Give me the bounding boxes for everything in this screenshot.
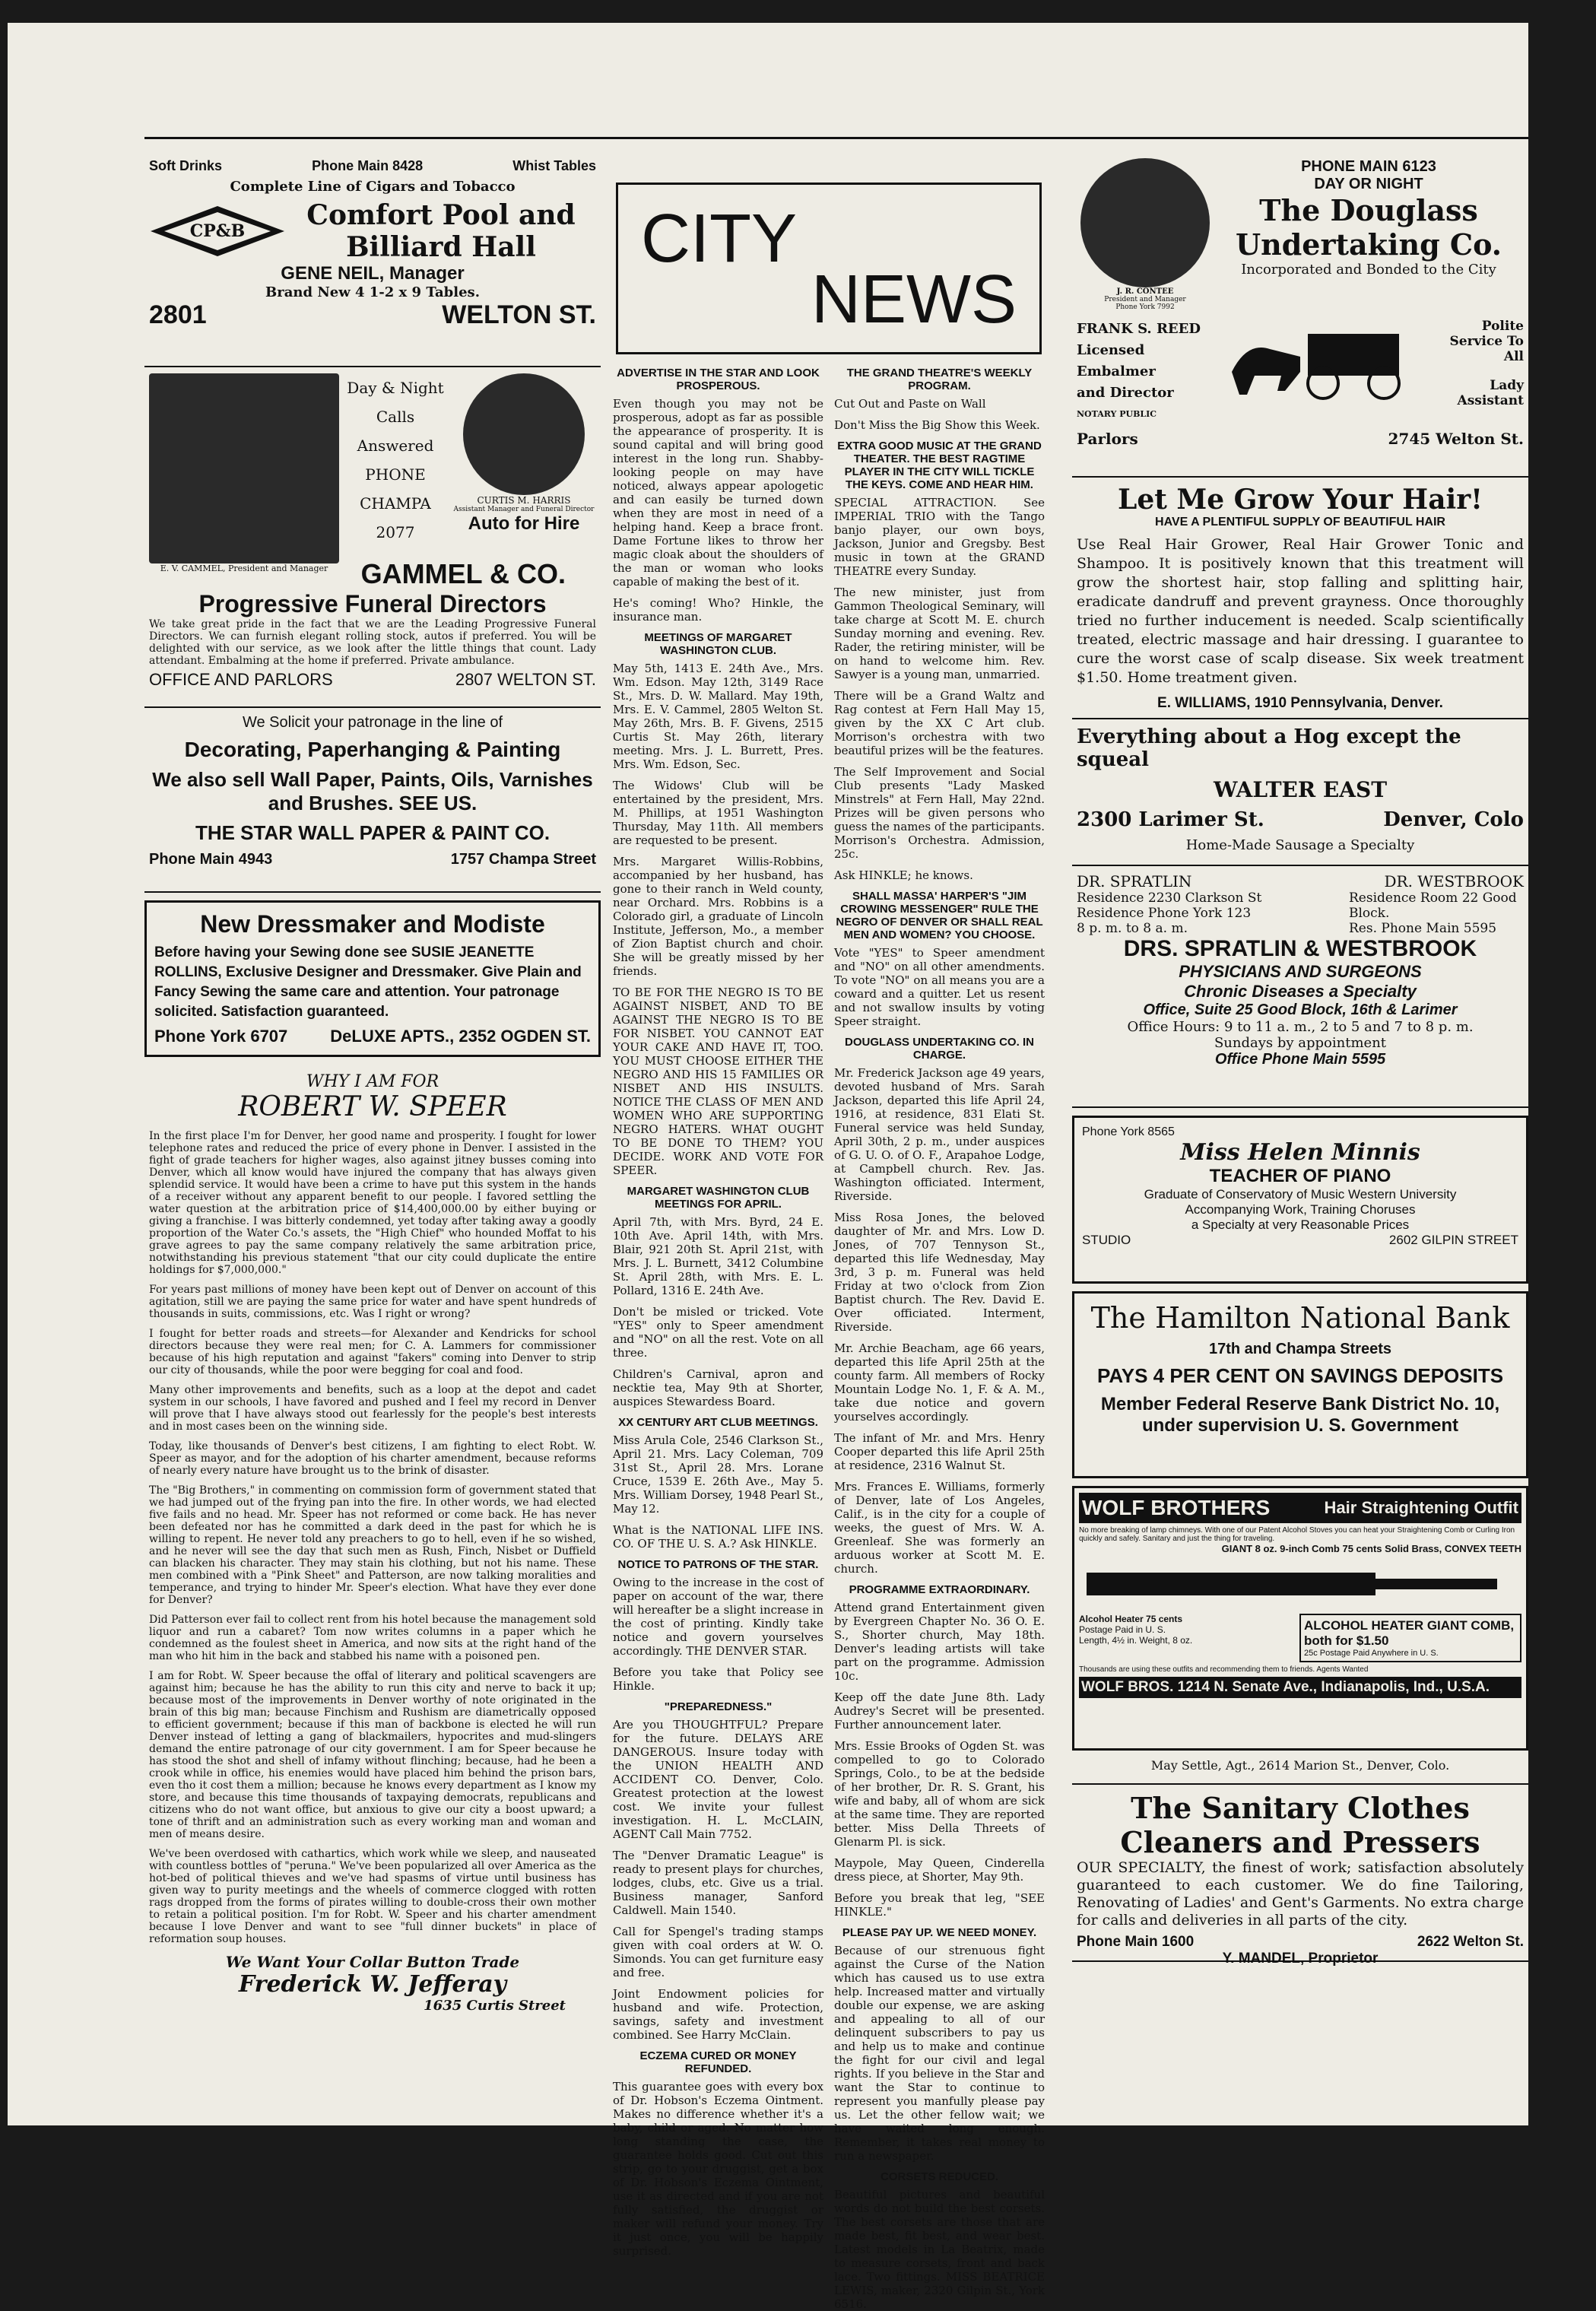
piano-addr: 2602 GILPIN STREET xyxy=(1388,1233,1518,1247)
city-news-columns xyxy=(608,362,1049,2311)
masthead-city: CITY xyxy=(641,201,798,277)
wolf-agent: May Settle, Agt., 2614 Marion St., Denver, Colo. xyxy=(1150,1758,1450,1773)
champa: CHAMPA xyxy=(360,494,431,513)
news-item: MARGARET WASHINGTON CLUB MEETINGS FOR APRIL. xyxy=(627,1185,810,1211)
comfort-number: 2801 xyxy=(149,300,207,329)
news-column-a xyxy=(613,362,823,2258)
piano-spec: a Specialty at very Reasonable Prices xyxy=(1191,1217,1410,1232)
douglass-phone: PHONE MAIN 6123 xyxy=(1301,158,1436,175)
hair-body: Use Real Hair Grower, Real Hair Grower Tonic and Shampoo. It is positively known that this treatment will grow the shortest hair, stop falling and splitting hair, eradicate dandruff and prevent grayness. Once thoroughly tried no further inducement is needed. Scalp scientifically treated, electric massage and hair dressing. I guarantee to cure the worst case of scalp disease. Six week treatment $1.50. Home treatment given. xyxy=(1077,536,1524,686)
phone-label: PHONE xyxy=(365,465,426,484)
news-item: This guarantee goes with every box of Dr. Hobson's Eczema Ointment. Makes no difference whether it's a baby, child or aged. No matter how long standing the case, the guarantee holds good. Cut out this strip, go to your druggist, get a box of Dr. Hobson's Eczema Ointment, use it as directed and if you are not fully satisfied, the druggist or maker will refund your money. Try it just once, you will be happily surprised. xyxy=(613,2080,823,2258)
gammel-headline: Progressive Funeral Directors xyxy=(198,590,547,617)
sanitary-cleaners-ad xyxy=(1072,1783,1528,1967)
comb-icon xyxy=(1079,1557,1521,1611)
news-item: He's coming! Who? Hinkle, the insurance man. xyxy=(613,596,823,624)
piano-name: Miss Helen Minnis xyxy=(1180,1139,1420,1166)
wolf-giant: GIANT 8 oz. 9-inch Comb 75 cents Solid Brass, CONVEX TEETH xyxy=(1221,1543,1521,1554)
hog-spec: Home-Made Sausage a Specialty xyxy=(1185,837,1415,853)
news-item: PROGRAMME EXTRAORDINARY. xyxy=(849,1583,1030,1596)
harris-caption: CURTIS M. HARRIS xyxy=(477,495,571,506)
speer-kicker: WHY I AM FOR xyxy=(306,1072,439,1091)
doctors-office: Office, Suite 25 Good Block, 16th & Larimer xyxy=(1143,1002,1458,1018)
wolf-combo: ALCOHOL HEATER GIANT COMB, both for $1.50 xyxy=(1304,1618,1515,1648)
news-item: What is the NATIONAL LIFE INS. CO. OF THE U. S. A.? Ask HINKLE. xyxy=(613,1523,823,1551)
piano-grad: Graduate of Conservatory of Music Western University xyxy=(1144,1187,1457,1202)
newspaper-page xyxy=(8,23,1528,2311)
comfort-pool-ad xyxy=(144,152,601,367)
dress-title: New Dressmaker and Modiste xyxy=(200,910,545,938)
hair-grower-ad xyxy=(1072,478,1528,719)
wolf-heater: Alcohol Heater 75 cents xyxy=(1079,1614,1183,1624)
douglass-name1: The Douglass xyxy=(1259,193,1478,227)
whist-tables: Whist Tables xyxy=(512,158,596,173)
res-1-phone: Residence Phone York 123 xyxy=(1077,906,1252,921)
champa-num: 2077 xyxy=(376,523,415,541)
douglass-inc: Incorporated and Bonded to the City xyxy=(1241,262,1496,278)
hearse-icon xyxy=(1224,319,1422,402)
speer-p2: For years past millions of money have been kept out of Denver on account of this agitation, still we are paying the same price for water and have spent hundreds of thousands in suits, commissions, etc. Was I right or wrong? xyxy=(149,1284,596,1320)
doctors-sub: PHYSICIANS AND SURGEONS xyxy=(1179,962,1422,981)
bank-member: Member Federal Reserve Bank District No. 10, under supervision U. S. Government xyxy=(1100,1394,1500,1436)
contee-title: President and Manager xyxy=(1104,296,1186,303)
news-item: EXTRA GOOD MUSIC AT THE GRAND THEATER. THE BEST RAGTIME PLAYER IN THE CITY WILL TICKLE THE KEYS. COME AND HEAR HIM. xyxy=(837,440,1042,491)
bank-name: The Hamilton National Bank xyxy=(1090,1301,1510,1335)
news-item: CORSETS REDUCED. xyxy=(880,2170,999,2183)
speer-title: ROBERT W. SPEER xyxy=(238,1091,507,1122)
hair-sign: E. WILLIAMS, 1910 Pennsylvania, Denver. xyxy=(1157,695,1443,711)
news-column-b xyxy=(834,362,1045,2311)
news-item: The Widows' Club will be entertained by the president, Mrs. M. Phillips, at 1951 Washington Thursday, May 11th. All members are requested to be present. xyxy=(613,779,823,847)
gammel-photo xyxy=(149,373,339,563)
hair-sub: HAVE A PLENTIFUL SUPPLY OF BEAUTIFUL HAIR xyxy=(1155,516,1445,529)
news-item: Before you break that leg, "SEE HINKLE." xyxy=(834,1891,1045,1919)
wolf-thousands: Thousands are using these outfits and recommending them to friends. Agents Wanted xyxy=(1079,1665,1369,1674)
news-item: NOTICE TO PATRONS OF THE STAR. xyxy=(617,1558,819,1571)
wallpaper-addr: 1757 Champa Street xyxy=(450,851,596,868)
gammel-address: 2807 WELTON ST. xyxy=(455,670,596,689)
news-item: Call for Spengel's trading stamps given with coal orders at W. O. Simonds. You can get furniture easy and free. xyxy=(613,1925,823,1979)
comfort-street: WELTON ST. xyxy=(442,300,596,329)
speer-addr: 1635 Curtis Street xyxy=(424,1998,566,2014)
masthead-news: NEWS xyxy=(811,262,1017,338)
gammel-body: We take great pride in the fact that we are the Leading Progressive Funeral Directors. We can furnish elegant rolling stock, autos if preferred. You will be delighted with our service, as we look after the little things that count. Lady attendant. Embalming at the home if preferred. Private ambulance. xyxy=(149,618,596,667)
news-item: Mrs. Margaret Willis-Robbins, accompanied by her husband, has gone to their ranch in Weld county, near Orchard. Mrs. Robbins is a Colorado girl, a graduate of Lincoln Institute, Jefferson, Mo., a member of Zion Baptist church and choir. She will be greatly missed by her friends. xyxy=(613,855,823,978)
news-item: TO BE FOR THE NEGRO IS TO BE AGAINST NISBET, AND TO BE AGAINST THE NEGRO IS TO BE FOR NISBET. YOU CANNOT EAT YOUR CAKE AND HAVE IT, TOO. YOU MUST CHOOSE EITHER THE NEGRO AND HIS 15 FAMILIES OR NISBET AND HIS INSULTS. NOTICE THE CLASS OF MEN AND WOMEN WHO ARE SUPPORTING NEGRO HATERS. WHAT OUGHT TO BE DONE TO THEM? YOU DECIDE. WORK AND VOTE FOR SPEER. xyxy=(613,986,823,1177)
bank-pays: PAYS 4 PER CENT ON SAVINGS DEPOSITS xyxy=(1096,1364,1504,1387)
news-item: PLEASE PAY UP. WE NEED MONEY. xyxy=(842,1926,1037,1939)
news-item: April 7th, with Mrs. Byrd, 24 E. 10th Ave. April 14th, with Mrs. Blair, 921 20th St. April 21st, with Mrs. J. L. Burnett, 3412 Columbine St. April 28th, with Mrs. E. L. Pollard, 1316 E. 24th Ave. xyxy=(613,1215,823,1297)
sanitary-prop: Y. MANDEL, Proprietor xyxy=(1222,1951,1379,1967)
hog-name: WALTER EAST xyxy=(1213,777,1388,802)
news-item: Beautiful pictures and beautiful words do not build the best corsets. The best corsets are those that are made best, fit best, and wear best. Latest models in La Beatrix, made to measure corsets, front and back lace. Two fittings. MISS BEATRICE LEWIS, maker, 2320 Gilpin St., York 6516. xyxy=(834,2188,1045,2311)
gammel-name: GAMMEL & CO. xyxy=(360,558,566,589)
middle-column xyxy=(608,152,1049,2311)
news-item: Vote "YES" to Speer amendment and "NO" on all other amendments. To vote "NO" on all means you are a coward and a quitter. Let us resent and not swallow insults by voting Speer straight. xyxy=(834,946,1045,1028)
doctors-sundays: Sundays by appointment xyxy=(1214,1035,1387,1051)
speer-sign: Frederick W. Jefferay xyxy=(238,1971,507,1998)
dr-spratlin: DR. SPRATLIN xyxy=(1077,872,1192,890)
speer-p9: We've been overdosed with cathartics, which work while we sleep, and nauseated with countless bottles of "peruna." We've been popularized all over America as the hot-bed of political thieves and we've had spasms of virtue until business has given way to purity meetings and the wheels of commerce clogged with rotten rags dropped from the forms of pirates willing to double-cross their own mother to retain a political position. I'm for Robt. W. Speer and his charter amendment because I love Denver and want to see "full dinner buckets" in place of reformation soup houses. xyxy=(149,1848,596,1945)
hamilton-bank-ad xyxy=(1072,1291,1528,1478)
news-item: May 5th, 1413 E. 24th Ave., Mrs. Wm. Edson. May 12th, 3149 Race St., Mrs. D. W. Mallard. May 19th, Mrs. E. V. Cammel, 2805 Welton St. May 26th, Mrs. B. F. Givens, 2515 Curtis St. May 26th, literary meeting. Mrs. J. L. Burrett, Pres. Mrs. Wm. Edson, Sec. xyxy=(613,662,823,771)
gammel-ad xyxy=(144,367,601,708)
news-item: The infant of Mr. and Mrs. Henry Cooper departed this life April 25th at residence, 2316 Walnut St. xyxy=(834,1431,1045,1472)
hog-city: Denver, Colo xyxy=(1383,808,1524,831)
contee-phone: Phone York 7992 xyxy=(1115,303,1175,311)
doctors-hours: Office Hours: 9 to 11 a. m., 2 to 5 and 7 to 8 p. m. xyxy=(1127,1019,1474,1035)
lady-assistant: Lady Assistant xyxy=(1457,378,1524,408)
polite-service: Polite Service To All xyxy=(1449,319,1524,364)
gammel-caption: E. V. CAMMEL, President and Manager xyxy=(160,563,328,573)
news-item: Owing to the increase in the cost of paper on account of the war, there will hereafter be a slight increase in the cost of printing. Kindly take notice and govern yourselves accordingly. THE DENVER STAR. xyxy=(613,1576,823,1658)
doctors-spec: Chronic Diseases a Specialty xyxy=(1184,982,1417,1001)
news-item: Miss Rosa Jones, the beloved daughter of Mr. and Mrs. Low D. Jones, of 707 Tennyson St., departed this life Wednesday, May 3rd, 3 p. m. Funeral was held Friday at two o'clock from Zion Baptist church. The Rev. David E. Over officiated. Interment, Riverside. xyxy=(834,1211,1045,1334)
news-item: ADVERTISE IN THE STAR AND LOOK PROSPEROUS. xyxy=(617,367,820,392)
wolf-address: WOLF BROS. 1214 N. Senate Ave., Indianapolis, Ind., U.S.A. xyxy=(1079,1677,1521,1698)
licensed: Licensed Embalmer xyxy=(1077,342,1156,379)
calls: Calls xyxy=(376,408,415,426)
news-item: XX CENTURY ART CLUB MEETINGS. xyxy=(618,1416,818,1429)
day-night: Day & Night xyxy=(347,379,444,397)
douglass-addr: 2745 Welton St. xyxy=(1388,430,1524,448)
piano-acc: Accompanying Work, Training Choruses xyxy=(1185,1202,1416,1217)
cpb-logo-icon: CP&B xyxy=(149,205,286,258)
news-item: Children's Carnival, apron and necktie tea, May 9th at Shorter, auspices Stewardess Board. xyxy=(613,1367,823,1408)
speer-p6: The "Big Brothers," in commenting on commission form of government stated that we had jumped out of the frying pan into the fire. In other words, we had elected five fails and no head. Mr. Speer has not reformed or come back. He has never been defeated nor has he committed a dark deed in the past for which he is willing to repent. He never told any preachers to go to hell, even if he so wished, and he never will see the day that such men as Rush, Finch, Nisbet or Duffield can blacken his character. They may stain his clothing, but not his name. These men combined with a "Pink Sheet" and Patterson, are now talking moralities and temperance, and trying to hinder Mr. Speer's election. What have they ever done for Denver? xyxy=(149,1484,596,1606)
comfort-name-2: Billiard Hall xyxy=(346,231,536,263)
res-2-phone: Res. Phone Main 5595 xyxy=(1349,921,1497,936)
news-item: Are you THOUGHTFUL? Prepare for the future. DELAYS ARE DANGEROUS. Insure today with the UNION HEALTH AND ACCIDENT CO. Denver, Colo. Greatest protection at the lowest cost. We invite your fullest investigation. H. L. McCLAIN, AGENT Call Main 7752. xyxy=(613,1718,823,1841)
res-2: Residence Room 22 Good Block. xyxy=(1349,890,1517,921)
speer-slogan: We Want Your Collar Button Trade xyxy=(225,1953,520,1971)
speer-p3: I fought for better roads and streets—for Alexander and Kendricks for school directors because they were real men; for C. A. Lammers for commissioner because of his high reputation and against "fakers" coming into Denver to strip our city of thousands, while the poor were begging for coal and food. xyxy=(149,1328,596,1376)
wolf-heater2: Postage Paid in U. S. xyxy=(1079,1624,1166,1635)
news-item: "PREPAREDNESS." xyxy=(664,1700,773,1713)
wallpaper-ad xyxy=(144,708,601,893)
news-item: Even though you may not be prosperous, adopt as far as possible the appearance of prosperity. It is sound capital and will bring good interest in the long run. Shabby-looking people on may have noticed, always appear apologetic and can easily be turned down when they are most in need of a helping hand. Keep a brace front. Dame Fortune likes to throw her magic cloak about the shoulders of the man or woman who looks capable of making the best of it. xyxy=(613,397,823,589)
wolf-title: WOLF BROTHERS xyxy=(1082,1496,1271,1519)
notary: NOTARY PUBLIC xyxy=(1077,409,1157,419)
wallpaper-l2: Decorating, Paperhanging & Painting xyxy=(184,738,561,761)
top-rule xyxy=(144,137,1528,139)
piano-title: TEACHER OF PIANO xyxy=(1209,1166,1391,1186)
news-item: Mrs. Essie Brooks of Ogden St. was compelled to go to Colorado Springs, Colo., to be at the bedside of her brother, Dr. R. S. Grant, his wife and baby, all of whom are sick at the same time. They are reported better. Miss Della Threets of Glenarm Pl. is sick. xyxy=(834,1739,1045,1849)
comfort-manager: GENE NEIL, Manager xyxy=(281,263,465,284)
douglass-day: DAY OR NIGHT xyxy=(1314,176,1423,192)
wolf-sub: Hair Straightening Outfit xyxy=(1324,1498,1518,1517)
answered: Answered xyxy=(357,436,434,455)
hair-title: Let Me Grow Your Hair! xyxy=(1118,484,1483,516)
hog-addr: 2300 Larimer St. xyxy=(1077,808,1264,831)
news-item: There will be a Grand Waltz and Rag contest at Fern Hall May 15, given by the XX C Art club. Morrison's orchestra with two beautiful prizes will be the features. xyxy=(834,689,1045,757)
news-item: Because of our strenuous fight against the Curse of the Nation which has caused us to use extra help. Increased matter and virtually double our expense, we are asking and appealing to all of our delinquent subscribers to pay us and help us to make and continue the fight for our civil and legal rights. If you believe in the Star and want the Star to continue to represent you manfully please pay us. Let the other fellow wait; we have waited long enough. Remember, it takes real money to run a newspaper. xyxy=(834,1944,1045,2163)
news-item: Mrs. Frances E. Williams, formerly of Denver, late of Los Angeles, Calif., is in the city for a couple of weeks, the guest of Mrs. W. A. Greenleaf. She was formerly an arduous worker at Scott M. E. church. xyxy=(834,1480,1045,1576)
hog-ad xyxy=(1072,719,1528,866)
news-item: The Self Improvement and Social Club presents "Lady Masked Minstrels" at Fern Hall, May 22nd. Prizes will be given persons who guess the names of the participants. Morrison's Orchestra. Admission, 25c. xyxy=(834,765,1045,861)
wolf-combo2: 25c Postage Paid Anywhere in U. S. xyxy=(1304,1649,1439,1658)
news-item: Don't Miss the Big Show this Week. xyxy=(834,418,1040,432)
news-item: The new minister, just from Gammon Theological Seminary, will take charge at Scott M. E. church Sunday morning and evening. Rev. Rader, the retiring minister, will be on hand to welcome him. Rev. Sawyer is a young man, unmarried. xyxy=(834,586,1045,681)
auto-hire: Auto for Hire xyxy=(468,513,580,534)
news-item: SHALL MASSA' HARPER'S "JIM CROWING MESSENGER" RULE THE NEGRO OF DENVER OR SHALL REAL MEN AND WOMEN? YOU CHOOSE. xyxy=(836,890,1043,941)
speer-p4: Many other improvements and benefits, such as a loop at the depot and cadet system in our schools, I have favored and pushed and I feel my record in Denver will prove that I have always stood out fearlessly for the people's best interests and in most cases been on the winning side. xyxy=(149,1384,596,1433)
parlors: Parlors xyxy=(1077,430,1138,448)
harris-photo xyxy=(463,373,585,495)
news-item: Before you take that Policy see Hinkle. xyxy=(613,1665,823,1693)
right-column xyxy=(1072,152,1528,1967)
news-item: Joint Endowment policies for husband and wife. Protection, savings, safety and investment combined. See Harry McClain. xyxy=(613,1987,823,2042)
dressmaker-ad xyxy=(144,900,601,1057)
news-item: Maypole, May Queen, Cinderella dress piece, at Shorter, May 9th. xyxy=(834,1856,1045,1884)
sanitary-addr: 2622 Welton St. xyxy=(1417,1934,1524,1950)
news-item: Mr. Archie Beacham, age 66 years, departed this life April 25th at the county farm. All members of Rocky Mountain Lodge No. 1, F. & A. M., take due notice and govern yourselves accordingly. xyxy=(834,1341,1045,1424)
res-1: Residence 2230 Clarkson St xyxy=(1077,890,1262,906)
comfort-phone: Phone Main 8428 xyxy=(312,158,424,173)
contee-photo xyxy=(1080,158,1210,287)
soft-drinks: Soft Drinks xyxy=(149,158,223,173)
news-item: Keep off the date June 8th. Lady Audrey's Secret will be presented. Further announcement later. xyxy=(834,1690,1045,1732)
left-column xyxy=(144,152,601,2014)
wallpaper-l1: We Solicit your patronage in the line of xyxy=(242,714,503,731)
dress-addr: DeLUXE APTS., 2352 OGDEN ST. xyxy=(330,1027,591,1046)
wallpaper-l3: We also sell Wall Paper, Paints, Oils, Varnishes and Brushes. SEE US. xyxy=(152,768,593,814)
news-item: Attend grand Entertainment given by Evergreen Chapter No. 36 O. E. S., Shorter church, May 18th. Denver's leading artists will take part on the programme. Admission 10c. xyxy=(834,1601,1045,1683)
news-item: SPECIAL ATTRACTION. See IMPERIAL TRIO with the Tango banjo player, our own boys, Jackson, Junior and Gregsby. Best music in town at the GRAND THEATRE every Sunday. xyxy=(834,496,1045,578)
piano-teacher-ad xyxy=(1072,1116,1528,1284)
speer-p7: Did Patterson ever fail to collect rent from his hotel because the management sold liquor and run a cabaret? Tom now writes columns in a paper which he condemned as the foulest sheet in America, and now sits at the right hand of the man who hit him in the back and stabbed his name with a poisoned pen. xyxy=(149,1614,596,1662)
news-item: Miss Arula Cole, 2546 Clarkson St., April 21. Mrs. Lacy Coleman, 709 31st St., April 28. Mrs. Lorane Cruce, 1539 E. 26th Ave., May 5. Mrs. William Dorsey, 1948 Pearl St., May 12. xyxy=(613,1433,823,1516)
news-item: The "Denver Dramatic League" is ready to present plays for churches, lodges, clubs, etc. Give us a trial. Business manager, Sanford Caldwell. Main 1540. xyxy=(613,1849,823,1917)
wolf-brothers-ad xyxy=(1072,1486,1528,1751)
res-1-hours: 8 p. m. to 8 a. m. xyxy=(1077,921,1188,936)
gammel-office: OFFICE AND PARLORS xyxy=(149,670,333,689)
contee-caption: J. R. CONTEE xyxy=(1116,287,1174,296)
wallpaper-l4: THE STAR WALL PAPER & PAINT CO. xyxy=(195,821,551,844)
hog-title: Everything about a Hog except the squeal xyxy=(1077,725,1461,771)
wolf-heater3: Length, 4½ in. Weight, 8 oz. xyxy=(1079,1635,1193,1646)
speer-p1: In the first place I'm for Denver, her good name and prosperity. I fought for lower telephone rates and reduced the price of every phone in Denver. I assisted in the fight of grade teachers for higher wages, also against jitney busses coming into Denver, which all know would have injured the company that has always given splendid service. It would have been a crime to have put this system in the hands of a receiver without any apparent benefit to our people. I favored settling the water question at the arbitration price of $14,400,000.00 by either buying or giving a franchise. I was bitterly condemned, yet today after taking away a goodly proportion of the Water Co.'s assets, the "High Chief" who hounded Moffat to his grave agrees to pay the same company relatively the same arbitration price, notwithstanding his previous statement "that our city could duplicate the entire holdings for $7,000,000." xyxy=(149,1130,596,1276)
dress-body: Before having your Sewing done see SUSIE JEANETTE ROLLINS, Exclusive Designer and Dressmaker. Give Plain and Fancy Sewing the same care and attention. Your patronage solicited. Satisfaction guaranteed. xyxy=(154,944,582,1020)
dress-phone: Phone York 6707 xyxy=(154,1027,288,1046)
doctors-ad xyxy=(1072,866,1528,1108)
sanitary-name1: The Sanitary Clothes xyxy=(1131,1791,1470,1825)
news-item: Cut Out and Paste on Wall xyxy=(834,397,986,411)
sanitary-phone: Phone Main 1600 xyxy=(1077,1934,1195,1950)
piano-studio: STUDIO xyxy=(1082,1233,1131,1247)
cigars-line: Complete Line of Cigars and Tobacco xyxy=(230,179,516,195)
news-item: DOUGLASS UNDERTAKING CO. IN CHARGE. xyxy=(845,1036,1034,1062)
news-item: Don't be misled or tricked. Vote "YES" only to Speer amendment and "NO" on all the rest. Vote on all three. xyxy=(613,1305,823,1360)
doctors-phone: Office Phone Main 5595 xyxy=(1214,1051,1386,1068)
bank-addr: 17th and Champa Streets xyxy=(1208,1341,1392,1357)
speer-p5: Today, like thousands of Denver's best citizens, I am fighting to elect Robt. W. Speer as mayor, and for the adoption of his charter amendment, because reforms of nearly every nature have brought us to the brink of disaster. xyxy=(149,1440,596,1477)
news-item: THE GRAND THEATRE'S WEEKLY PROGRAM. xyxy=(846,367,1033,392)
harris-title: Assistant Manager and Funeral Director xyxy=(453,506,595,513)
comfort-tables: Brand New 4 1-2 x 9 Tables. xyxy=(265,284,480,300)
doctors-title: DRS. SPRATLIN & WESTBROOK xyxy=(1123,936,1477,961)
news-item: ECZEMA CURED OR MONEY REFUNDED. xyxy=(639,2049,797,2075)
douglass-name2: Undertaking Co. xyxy=(1235,227,1502,262)
speer-article xyxy=(144,1065,601,2014)
sanitary-body: OUR SPECIALTY, the finest of work; satisfaction absolutely guaranteed to each customer. We do fine Tailoring, Renovating of Ladies' and Gent's Garments. No extra charge for calls and deliveries in all parts of the city. xyxy=(1077,1859,1524,1928)
city-news-masthead xyxy=(616,183,1042,354)
reed: FRANK S. REED xyxy=(1077,321,1201,337)
sanitary-name2: Cleaners and Pressers xyxy=(1120,1825,1480,1859)
news-item: Mr. Frederick Jackson age 49 years, devoted husband of Mrs. Sarah Jackson, departed this life April 24, 1916, at residence, 831 Elati St. Funeral service was held Sunday, April 30th, 2 p. m., under auspices of G. U. O. of O. F., Arapahoe Lodge, at Campbell church. Rev. Jas. Washington officiated. Interment, Riverside. xyxy=(834,1066,1045,1203)
news-item: MEETINGS OF MARGARET WASHINGTON CLUB. xyxy=(644,631,792,657)
speer-p8: I am for Robt. W. Speer because the offal of literary and political scavengers are against him; because he has the ability to run this city and nerve to back it up; because most of the improvements in Denver worthy of note originated in the brain of this big man; because Finchism and Rushism are diametrically opposed to efficient government; because if this man of backbone is elected he will run Denver instead of letting a gang of blackmailers, hypocrites and mud-slingers demand the entire patronage of our city government. I am for Speer because he has stood the shot and shell of infamy without flinching; because, had he been a crook while in office, his enemies would have placed him behind the prison bars, even tho it cost them a million; because he knows every department as I know my store, and because this time thousands of taxpaying democrats, republicans and citizens who do not want office, but anxious to give our city a boost upward; a tone of thrift and an administration such as every working man and woman and men of means desire. xyxy=(149,1670,596,1840)
comfort-name-1: Comfort Pool and xyxy=(306,199,576,231)
dr-westbrook: DR. WESTBROOK xyxy=(1384,872,1524,890)
piano-phone: Phone York 8565 xyxy=(1082,1125,1175,1138)
director: and Director xyxy=(1077,385,1174,401)
douglass-undertaking-ad xyxy=(1072,152,1528,478)
news-item: Ask HINKLE; he knows. xyxy=(834,868,973,882)
wolf-l1: No more breaking of lamp chimneys. With one of our Patent Alcohol Stoves you can heat your Straightening Comb or Curling Iron quickly and safely. Sanitary and just the thing for traveling. xyxy=(1079,1526,1515,1543)
wallpaper-phone: Phone Main 4943 xyxy=(149,851,273,868)
